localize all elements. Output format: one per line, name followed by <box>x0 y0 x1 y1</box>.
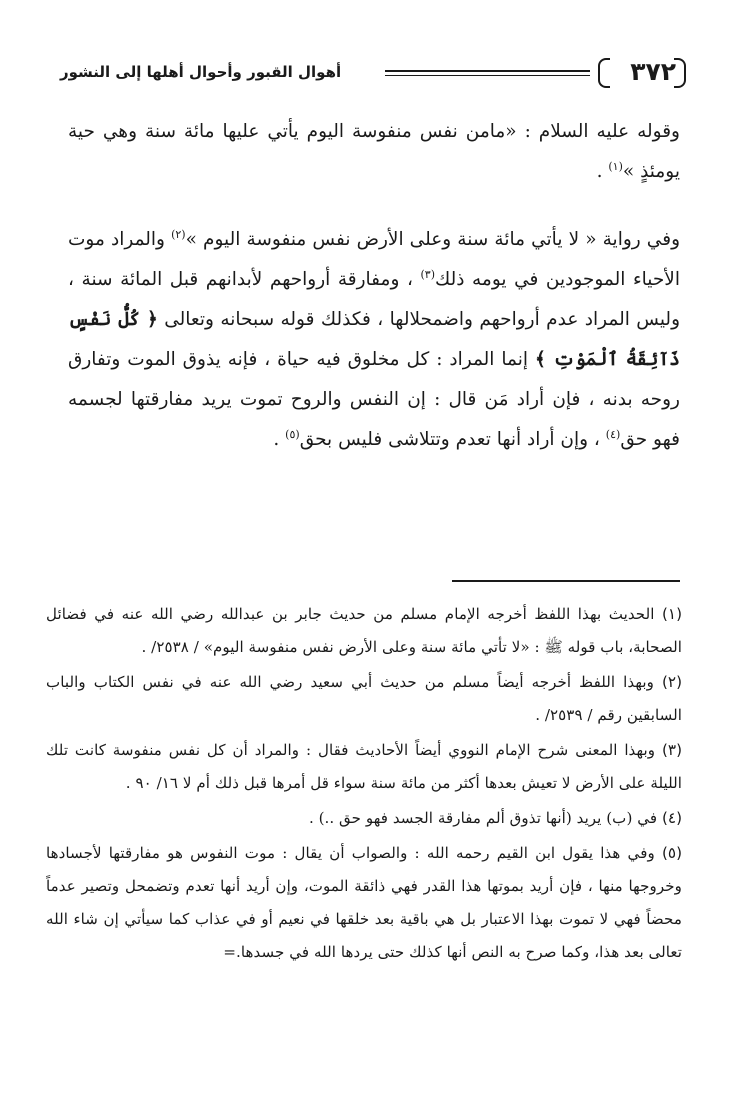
footnote-4 <box>46 802 682 835</box>
footnote-text: وبهذا اللفظ أخرجه أيضاً مسلم من حديث أبي سعيد رضي الله عنه في نفس الكتاب والباب السابقين رقم / ٢٥٣٩/ . <box>46 673 682 724</box>
quran-verse: ﴿ كُلُّ نَفْسٍ ذَآئِقَةُ ٱلْمَوْتِ ﴾ <box>68 309 680 370</box>
footnote-5 <box>46 837 682 969</box>
footnote-number: (١) <box>661 605 682 623</box>
footnote-text: وفي هذا يقول ابن القيم رحمه الله : والصواب أن يقال : موت النفوس هو مفارقتها لأجسادها وخروجها منها ، فإن أريد بموتها هذا القدر فهي ذائقة الموت، وإن أريد أنها تعدم وتضمحل وتصير عدماً محضاً فهي لا تموت بهذا الاعتبار بل هي باقية بعد خلقها في نعيم أو في عذاب كما سيأتي إن شاء الله تعالى بعد هذا، وكما صرح به النص أنها كذلك حتى يردها الله في جسدها.= <box>46 844 682 961</box>
paragraph-2-text-d: إنما المراد : كل مخلوق فيه حياة ، فإنه يذوق الموت وتفارق روحه بدنه ، فإن أراد مَن قال : إن النفس والروح تموت يريد مفارقتها لجسمه فهو حق <box>68 349 680 450</box>
paragraph-2-end: . <box>273 429 286 450</box>
footnote-text: في (ب) يريد (أنها تذوق ألم مفارقة الجسد فهو حق ..) . <box>308 809 662 827</box>
footnote-ref-5: (٥) <box>285 427 300 441</box>
footnote-ref-4: (٤) <box>605 427 621 441</box>
paragraph-2-text-b: والمراد موت الأحياء الموجودين في يومه ذلك <box>68 229 680 290</box>
running-header <box>58 52 682 92</box>
page-number: ٣٧٢ <box>630 57 676 86</box>
footnote-ref-1: (١) <box>608 159 623 173</box>
footnote-text: الحديث بهذا اللفظ أخرجه الإمام مسلم من حديث جابر بن عبدالله رضي الله عنه في فضائل الصحابة، باب قوله ﷺ : «لا تأتي مائة سنة وعلى الأرض نفس منفوسة اليوم» / ٢٥٣٨/ . <box>46 605 682 656</box>
footnote-number: (٤) <box>661 809 682 827</box>
main-text <box>68 112 680 488</box>
paragraph-2-text-a: وفي رواية « لا يأتي مائة سنة وعلى الأرض نفس منفوسة اليوم » <box>185 229 680 250</box>
footnote-ref-2: (٢) <box>171 227 186 241</box>
page-number-bracket-left <box>598 58 610 88</box>
footnote-2 <box>46 666 682 732</box>
footnote-3 <box>46 734 682 800</box>
paragraph-1-end: . <box>596 161 609 182</box>
paragraph-2 <box>68 220 680 460</box>
paragraph-2-text-e: ، وإن أراد أنها تعدم وتتلاشى فليس بحق <box>299 429 606 450</box>
footnote-text: وبهذا المعنى شرح الإمام النووي أيضاً الأحاديث فقال : والمراد أن كل نفس منفوسة كانت تلك الليلة على الأرض لا تعيش بعدها أكثر من مائة سنة سواء قل أمرها قبل ذلك أم لا ١٦/ ٩٠ . <box>46 741 682 792</box>
footnotes <box>46 598 682 971</box>
footnote-number: (٣) <box>661 741 682 759</box>
footnote-separator <box>452 580 680 582</box>
paragraph-1-text: وقوله عليه السلام : «مامن نفس منفوسة اليوم يأتي عليها مائة سنة وهي حية يومئذٍ » <box>68 121 680 182</box>
running-title: أهوال القبور وأحوال أهلها إلى النشور <box>60 63 342 81</box>
paragraph-1 <box>68 112 680 192</box>
footnote-number: (٥) <box>661 844 682 862</box>
header-rule <box>385 70 590 76</box>
footnote-1 <box>46 598 682 664</box>
footnote-ref-3: (٣) <box>420 267 435 281</box>
paragraph-2-text-c: ، ومفارقة أرواحهم لأبدانهم قبل المائة سنة ، وليس المراد عدم أرواحهم واضمحلالها ، فكذلك قوله سبحانه وتعالى <box>68 269 680 330</box>
footnote-number: (٢) <box>661 673 682 691</box>
